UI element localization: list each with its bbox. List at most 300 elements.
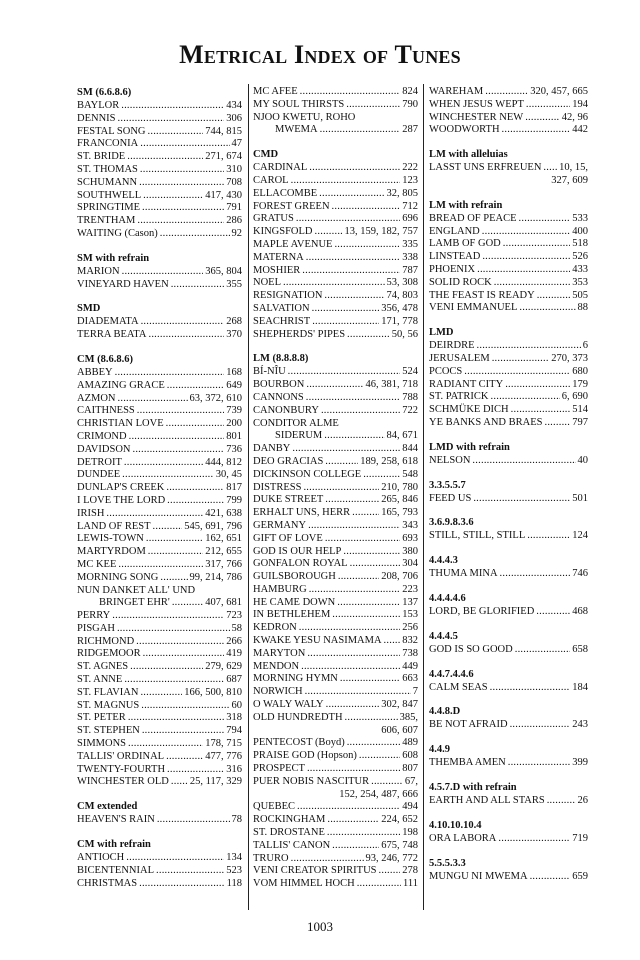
- dot-leader: [139, 177, 224, 190]
- hymn-numbers: 817: [226, 482, 242, 494]
- tune-name: MY SOUL THIRSTS: [253, 98, 345, 110]
- tune-entry: [77, 469, 242, 482]
- tune-name: O WALY WALY: [253, 699, 324, 711]
- tune-name: CHRISTMAS: [77, 877, 138, 889]
- tune-name: BE NOT AFRAID: [429, 719, 508, 731]
- hymn-numbers: 545, 691, 796: [184, 520, 242, 532]
- hymn-numbers: 844: [402, 443, 418, 455]
- tune-entry: [253, 329, 418, 342]
- tune-name: MARTYRDOM: [77, 546, 146, 558]
- tune-name: GONFALON ROYAL: [253, 558, 348, 570]
- tune-name: PENTECOST (Boyd): [253, 737, 345, 749]
- tune-entry: [429, 353, 588, 366]
- tune-name: NUN DANKET ALL' UND: [77, 584, 196, 596]
- meter-heading: SMD: [77, 303, 101, 315]
- hymn-numbers: 338: [402, 251, 418, 263]
- tune-name: PERRY: [77, 610, 111, 622]
- dot-leader: [309, 162, 400, 175]
- dot-leader: [485, 86, 528, 99]
- tune-entry: [77, 190, 242, 203]
- dot-leader: [128, 712, 224, 725]
- tune-name: DICKINSON COLLEGE: [253, 468, 362, 480]
- dot-leader: [157, 814, 230, 827]
- tune-name: MWEMA: [275, 124, 318, 136]
- meter-section: [429, 516, 588, 543]
- dot-leader: [525, 112, 560, 125]
- hymn-numbers: 444, 812: [205, 456, 242, 468]
- tune-entry: [77, 648, 242, 661]
- tune-entry: [253, 801, 418, 814]
- tune-name: DUKE STREET: [253, 494, 324, 506]
- hymn-numbers: 178, 715: [205, 738, 242, 750]
- dot-leader: [498, 833, 570, 846]
- tune-entry: [77, 367, 242, 380]
- tune-entry: [77, 431, 242, 444]
- tune-name: NJOO KWETU, ROHO: [253, 111, 356, 123]
- meter-section: [429, 705, 588, 732]
- dot-leader: [477, 340, 581, 353]
- meter-heading: LMD: [429, 327, 454, 339]
- meter-section: [77, 353, 242, 789]
- tune-name: MC AFEE: [253, 86, 298, 97]
- hymn-numbers-continued: 327, 609: [551, 174, 588, 186]
- tune-name: WOODWORTH: [429, 124, 500, 136]
- tune-name: ABBEY: [77, 366, 113, 378]
- tune-name: ST. AGNES: [77, 661, 129, 673]
- hymn-numbers: 649: [226, 379, 242, 391]
- tune-entry: [429, 379, 588, 392]
- dot-leader: [519, 302, 575, 315]
- hymn-numbers: 744, 815: [205, 125, 242, 137]
- dot-leader: [325, 456, 358, 469]
- tune-name: FEED US: [429, 492, 472, 504]
- tune-entry: [253, 469, 418, 482]
- hymn-numbers: 399: [572, 757, 588, 769]
- hymn-numbers: 712: [402, 200, 418, 212]
- hymn-numbers: 494: [402, 801, 418, 813]
- tune-entry: [77, 405, 242, 418]
- tune-entry: [429, 290, 588, 303]
- meter-heading: 4.4.9: [429, 744, 450, 756]
- tune-name: VINEYARD HAVEN: [77, 278, 169, 290]
- tune-entry: [253, 635, 418, 648]
- tune-entry: [253, 853, 418, 866]
- meter-section: [429, 441, 588, 468]
- tune-entry: [77, 444, 242, 457]
- tune-name: RICHMOND: [77, 635, 135, 647]
- dot-leader: [143, 190, 203, 203]
- tune-entry: [253, 712, 418, 725]
- tune-entry: [77, 177, 242, 190]
- hymn-numbers: 442: [572, 124, 588, 136]
- tune-entry: [77, 457, 242, 470]
- tune-entry: [77, 495, 242, 508]
- dot-leader: [340, 673, 400, 686]
- tune-entry: [253, 124, 418, 137]
- tune-name: VOM HIMMEL HOCH: [253, 878, 355, 890]
- dot-leader: [511, 404, 571, 417]
- tune-entry: [77, 597, 242, 610]
- meter-heading: LM with refrain: [429, 199, 503, 211]
- hymn-numbers: 212, 655: [205, 546, 242, 558]
- column-divider: [248, 84, 249, 910]
- meter-heading: LM (8.8.8.8): [253, 353, 309, 365]
- hymn-numbers: 801: [226, 430, 242, 442]
- tune-name: MC KEE: [77, 558, 117, 570]
- tune-entry: [77, 316, 242, 329]
- tune-name: QUEBEC: [253, 801, 295, 813]
- dot-leader: [547, 795, 576, 808]
- tune-name: LINSTEAD: [429, 251, 481, 263]
- hymn-numbers: 74, 803: [386, 290, 418, 302]
- hymn-numbers: 88: [577, 302, 588, 314]
- dot-leader: [141, 316, 225, 329]
- tune-name: LEWIS-TOWN: [77, 533, 144, 545]
- dot-leader: [482, 226, 571, 239]
- tune-entry: [429, 124, 588, 137]
- tune-entry: [77, 418, 242, 431]
- page-title: Metrical Index of Tunes: [179, 40, 461, 69]
- tune-name: MORNING HYMN: [253, 673, 338, 685]
- tune-entry: [253, 763, 418, 776]
- hymn-numbers: 268: [226, 316, 242, 328]
- tune-entry: [77, 151, 242, 164]
- tune-entry: [253, 213, 418, 226]
- hymn-numbers: 449: [402, 660, 418, 672]
- dot-leader: [347, 329, 390, 342]
- dot-leader: [117, 623, 230, 636]
- tune-name: STILL, STILL, STILL: [429, 530, 526, 542]
- tune-name: HAMBURG: [253, 583, 307, 595]
- hymn-numbers: 659: [572, 870, 588, 882]
- tune-entry: [429, 391, 588, 404]
- hymn-numbers: 787: [402, 264, 418, 276]
- tune-name: HE CAME DOWN: [253, 596, 336, 608]
- tune-name: SPRINGTIME: [77, 202, 141, 214]
- tune-name: DANBY: [253, 443, 291, 455]
- dot-leader: [312, 316, 379, 329]
- hymn-numbers: 501: [572, 492, 588, 504]
- tune-name: WHEN JESUS WEPT: [429, 98, 524, 110]
- meter-heading: 4.4.4.5: [429, 630, 458, 642]
- hymn-numbers: 162, 651: [205, 533, 242, 545]
- hymn-numbers: 165, 793: [381, 507, 418, 519]
- meter-section: [429, 630, 588, 657]
- tune-entry: [77, 393, 242, 406]
- hymn-numbers: 407, 681: [205, 597, 242, 609]
- meter-section: [77, 800, 242, 827]
- hymn-numbers: 788: [402, 391, 418, 403]
- tune-entry: [77, 687, 242, 700]
- dot-leader: [505, 379, 570, 392]
- dot-leader: [302, 265, 400, 278]
- dot-leader: [338, 571, 379, 584]
- tune-name: THUMA MINA: [429, 568, 498, 580]
- tune-entry: [253, 686, 418, 699]
- meter-section: [77, 86, 242, 241]
- tune-entry: [429, 871, 588, 884]
- tune-entry: [253, 750, 418, 763]
- hymn-numbers: 7: [412, 686, 418, 698]
- tune-entry: [429, 162, 588, 175]
- hymn-numbers: 40: [577, 454, 588, 466]
- hymn-numbers: 365, 804: [205, 265, 242, 277]
- dot-leader: [118, 393, 188, 406]
- tune-entry: [77, 751, 242, 764]
- tune-entry: [253, 737, 418, 750]
- dot-leader: [384, 635, 401, 648]
- dot-leader: [332, 609, 400, 622]
- hymn-numbers: 208, 706: [381, 571, 418, 583]
- dot-leader: [494, 277, 571, 290]
- meter-section: [77, 302, 242, 342]
- dot-leader: [171, 279, 225, 292]
- tune-name: THE FEAST IS READY: [429, 289, 535, 301]
- tune-name: ST. DROSTANE: [253, 827, 325, 839]
- tune-entry: [77, 776, 242, 789]
- tune-name: ORA LABORA: [429, 832, 497, 844]
- dot-leader: [296, 213, 400, 226]
- dot-leader: [160, 228, 230, 241]
- column-divider: [423, 84, 424, 910]
- dot-leader: [306, 252, 400, 265]
- dot-leader: [491, 391, 560, 404]
- tune-entry: [253, 533, 418, 546]
- tune-name: ST. FLAVIAN: [77, 686, 139, 698]
- tune-name: TRURO: [253, 852, 289, 864]
- hymn-numbers: 353: [572, 276, 588, 288]
- tune-name: WAITING (Cason): [77, 227, 158, 239]
- tune-entry: [77, 725, 242, 738]
- tune-name: RESIGNATION: [253, 290, 323, 302]
- hymn-numbers: 30, 45: [215, 469, 242, 481]
- tune-entry: [77, 202, 242, 215]
- hymn-numbers: 380: [402, 545, 418, 557]
- hymn-numbers: 46, 381, 718: [365, 379, 418, 391]
- dot-leader: [142, 725, 224, 738]
- hymn-numbers: 58: [231, 622, 242, 634]
- tune-entry: [253, 584, 418, 597]
- hymn-numbers: 279, 629: [205, 661, 242, 673]
- hymn-numbers: 518: [572, 238, 588, 250]
- hymn-numbers: 355: [226, 278, 242, 290]
- dot-leader: [343, 546, 400, 559]
- dot-leader: [301, 661, 400, 674]
- hymn-numbers: 266: [226, 635, 242, 647]
- dot-leader: [352, 507, 379, 520]
- tune-name: AMAZING GRACE: [77, 379, 165, 391]
- hymn-numbers: 548: [402, 468, 418, 480]
- tune-name: JERUSALEM: [429, 352, 490, 364]
- hymn-numbers: 286: [226, 215, 242, 227]
- dot-leader: [544, 417, 570, 430]
- meter-section: [429, 743, 588, 770]
- dot-leader: [118, 559, 203, 572]
- hymn-numbers: 310: [226, 163, 242, 175]
- tune-name: DETROIT: [77, 456, 122, 468]
- tune-entry: [253, 546, 418, 559]
- tune-name: KINGSFOLD: [253, 226, 313, 238]
- dot-leader: [526, 99, 570, 112]
- tune-name: TWENTY-FOURTH: [77, 763, 166, 775]
- tune-entry: [77, 610, 242, 623]
- tune-name: TRENTHAM: [77, 215, 136, 227]
- hymn-numbers: 533: [572, 212, 588, 224]
- tune-name: MARYTON: [253, 647, 306, 659]
- tune-name: ST. STEPHEN: [77, 725, 140, 737]
- tune-entry: [253, 303, 418, 316]
- dot-leader: [327, 814, 379, 827]
- dot-leader: [502, 124, 571, 137]
- page-number: 1003: [307, 919, 333, 934]
- tune-entry: [77, 138, 242, 151]
- dot-leader: [126, 852, 224, 865]
- tune-name: EARTH AND ALL STARS: [429, 794, 545, 806]
- tune-name: PCOCS: [429, 365, 463, 377]
- tune-name: TALLIS' ORDINAL: [77, 750, 165, 762]
- tune-name: CAROL: [253, 174, 289, 186]
- hymn-numbers: 317, 766: [205, 558, 242, 570]
- hymn-numbers: 222: [402, 162, 418, 174]
- tune-entry: [253, 162, 418, 175]
- tune-name: MENDON: [253, 660, 300, 672]
- dot-leader: [156, 865, 224, 878]
- hymn-numbers: 794: [226, 725, 242, 737]
- tune-entry: [77, 266, 242, 279]
- dot-leader: [307, 763, 400, 776]
- tune-entry: [77, 546, 242, 559]
- hymn-numbers: 13, 159, 182, 757: [344, 226, 418, 238]
- meter-heading: CM (8.6.8.6): [77, 353, 133, 365]
- meter-heading: 4.4.8.D: [429, 706, 461, 718]
- dot-leader: [160, 572, 187, 585]
- tune-name: KWAKE YESU NASIMAMA: [253, 635, 382, 647]
- dot-leader: [129, 431, 225, 444]
- tune-entry: [429, 833, 588, 846]
- tune-entry: [253, 776, 418, 789]
- tune-name: AZMON: [77, 392, 116, 404]
- hymn-numbers: 680: [572, 365, 588, 377]
- dot-leader: [137, 215, 224, 228]
- tune-entry: [429, 644, 588, 657]
- dot-leader: [153, 521, 183, 534]
- meter-section: [429, 857, 588, 884]
- dot-leader: [325, 494, 379, 507]
- dot-leader: [106, 508, 203, 521]
- meter-section: [429, 592, 588, 619]
- dot-leader: [308, 520, 400, 533]
- dot-leader: [299, 622, 401, 635]
- dot-leader: [297, 801, 400, 814]
- hymn-numbers: 153: [402, 609, 418, 621]
- tune-name: I LOVE THE LORD: [77, 494, 166, 506]
- tune-name: MATERNA: [253, 251, 304, 263]
- hymn-numbers: 166, 500, 810: [184, 686, 242, 698]
- hymn-numbers: 356, 478: [381, 302, 418, 314]
- hymn-numbers: 343: [402, 519, 418, 531]
- tune-entry: [429, 277, 588, 290]
- hymn-numbers: 118: [226, 877, 242, 889]
- hymn-numbers: 419: [226, 648, 242, 660]
- hymn-numbers: 179: [572, 378, 588, 390]
- dot-leader: [327, 827, 400, 840]
- tune-name: DIADEMATA: [77, 316, 139, 328]
- tune-name: GRATUS: [253, 213, 294, 225]
- dot-leader: [121, 100, 224, 113]
- index-column-1: [77, 86, 242, 901]
- tune-name: ST. BRIDE: [77, 151, 126, 163]
- hymn-numbers: 608: [402, 750, 418, 762]
- hymn-numbers: 137: [402, 596, 418, 608]
- tune-name: MUNGU NI MWEMA: [429, 870, 528, 882]
- tune-entry: [77, 508, 242, 521]
- dot-leader: [166, 482, 224, 495]
- tune-name: SCHUMANN: [77, 176, 138, 188]
- tune-entry: [77, 100, 242, 113]
- tune-name: CALM SEAS: [429, 681, 488, 693]
- dot-leader: [359, 750, 400, 763]
- dot-leader: [321, 405, 400, 418]
- dot-leader: [345, 712, 398, 725]
- hymn-numbers: 468: [572, 605, 588, 617]
- dot-leader: [319, 188, 384, 201]
- meter-section: [429, 781, 588, 808]
- tune-name: BÍ-NÎU: [253, 366, 286, 378]
- hymn-numbers: 433: [572, 263, 588, 275]
- tune-name: ANTIOCH: [77, 852, 125, 864]
- dot-leader: [140, 138, 229, 151]
- hymn-numbers: 134: [226, 852, 242, 864]
- dot-leader: [324, 430, 384, 443]
- tune-entry: [253, 405, 418, 418]
- tune-entry: [253, 379, 418, 392]
- meter-section: [77, 252, 242, 292]
- dot-leader: [148, 546, 203, 559]
- hymn-numbers: 736: [226, 443, 242, 455]
- dot-leader: [146, 533, 203, 546]
- meter-section: [429, 148, 588, 188]
- tune-entry: [429, 417, 588, 430]
- meter-heading: SM (6.6.8.6): [77, 87, 132, 98]
- tune-entry: [429, 455, 588, 468]
- tune-entry: [429, 226, 588, 239]
- tune-name: BREAD OF PEACE: [429, 212, 517, 224]
- meter-heading: 4.4.7.4.4.6: [429, 668, 474, 680]
- dot-leader: [527, 530, 570, 543]
- hymn-numbers: 524: [402, 366, 418, 378]
- meter-section: [429, 668, 588, 695]
- hymn-numbers-continued: 152, 254, 487, 666: [339, 788, 418, 800]
- hymn-numbers: 26: [577, 794, 588, 806]
- tune-name: CONDITOR ALME: [253, 417, 339, 429]
- tune-entry: [253, 443, 418, 456]
- tune-name: IRISH: [77, 507, 105, 519]
- hymn-numbers: 302, 847: [381, 699, 418, 711]
- tune-name: ST. THOMAS: [77, 163, 138, 175]
- tune-entry: [253, 648, 418, 661]
- tune-entry: [77, 521, 242, 534]
- hymn-numbers: 489: [402, 737, 418, 749]
- dot-leader: [490, 682, 571, 695]
- tune-name: CARDINAL: [253, 162, 308, 174]
- tune-name: BAYLOR: [77, 100, 120, 111]
- dot-leader: [309, 584, 401, 597]
- meter-section: [429, 199, 588, 315]
- hymn-numbers: 316: [226, 763, 242, 775]
- tune-name: MAPLE AVENUE: [253, 238, 333, 250]
- dot-leader: [132, 444, 224, 457]
- hymn-numbers: 243: [572, 719, 588, 731]
